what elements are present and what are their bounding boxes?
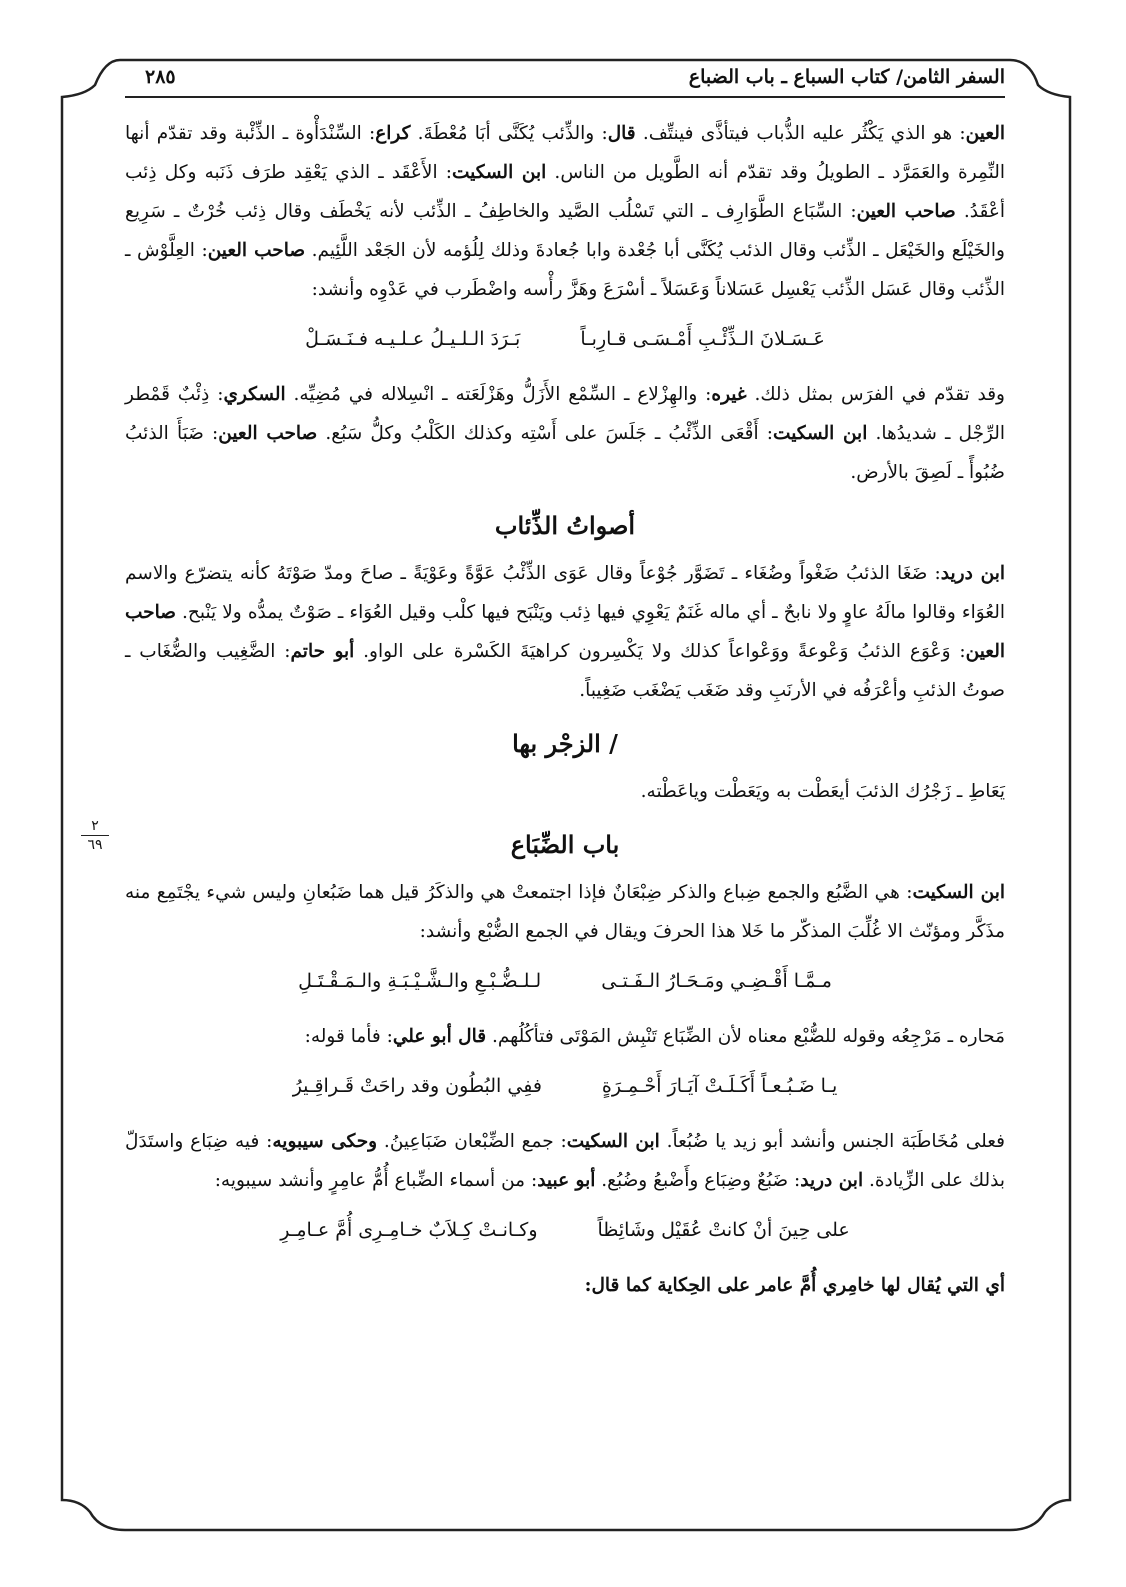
verse-line [125,1210,1005,1250]
paragraph-umm-amir: أي التي يُقال لها خامِري أُمَّ عامر على الحِكاية كما قال: [584,1275,1005,1296]
running-title: السفر الثامن/ كتاب السباع ـ باب الضباع [688,66,1005,88]
source-name: ابن دريد [940,563,1005,584]
paragraph-text: : جمع الضِّبْعان ضَبَاعِينُ. [377,1131,567,1152]
paragraph-hyenas [125,865,1005,951]
page-header [125,60,1005,100]
source-name: صاحب العين [207,240,306,261]
paragraph-hyenas-plural [125,1114,1005,1200]
verse-hemistich-right: مـمَّـا أَقْـضِـي ومَـحَـارُ الـفَـتـى [601,970,832,992]
margin-note-bottom: ٦٩ [87,837,103,853]
paragraph-text: : وَعْوَع الذئبُ وَعْوعةً ووَعْواعاً كذلك ولا يَكْسِرون كراهيَةَ الكَسْرة على الواو. [354,641,966,662]
paragraph-text: : هي الضَّبُع والجمع ضِباع والذكر ضِبْعَانٌ فإذا اجتمعتْ هي والذكَرُ قيل هما ضَبُعانِ وليس شيء يجْتَمِع منه مذَكَّر ومؤنّث الا غُلِّبَ المذكّر ما خَلا هذا الحرفَ ويقال في الجمع الضُّبْع وأنشد: [125,882,1005,942]
paragraph-text: : الأَعْقَد ـ الذي يَعْقِد طرَف ذَنَبه وكل ذِئب أعْقَدُ. [125,162,1005,222]
paragraph-text: : من أسماء الضِّباع أُمُّ عامِرٍ وأنشد سيبويه: [214,1170,538,1191]
paragraph-wolf-terms [125,100,1005,309]
margin-note-top: ٢ [91,818,99,834]
source-name: كراع [375,123,411,144]
paragraph-wolf-terms-continued [125,367,1005,492]
header-rule [125,96,1005,98]
paragraph-text: : السِّنْدَأْوة ـ الذِّئْبة وقد تقدّم أنها النِّمِرة والعَمَرَّد ـ الطويلُ وقد تقدّم أنه الطَّويل من الناس. [125,123,1005,183]
paragraph-text: فعلى مُخَاطَبَة الجنس وأنشد أبو زيد يا ضُبُعاً. [659,1131,1006,1152]
verse-line [125,961,1005,1001]
verse-line [125,319,1005,359]
source-name: ابن السكيت [773,423,868,444]
section-heading-driving-off: / الزجْر بها [512,729,618,758]
source-name: ابن السكيت [451,162,547,183]
verse-hemistich-left: بَـرَدَ الـلـيـلُ عـلـيـه فـنَـسَـلْ [305,328,521,350]
source-name: قال أبو علي [392,1026,487,1047]
verse-hemistich-right: يـا ضَـبُـعـاً أَكَـلَـتْ آيَـارَ أَحْـمِـرَةٍ [601,1075,838,1097]
source-name: السكري [223,384,286,405]
source-name: قال [607,123,636,144]
paragraph-hyenas-meaning [125,1009,1005,1056]
section-heading-wolf-sounds: أصواتُ الذِّئاب [494,511,636,540]
verse-hemistich-right: على حِينَ أنْ كانتْ عُقَيْل وشَائِظاً [597,1219,850,1241]
verse-hemistich-left: وكـانـتْ كِـلاَبٌ خـامِـرِى أُمَّ عـامِـرِ [280,1219,538,1241]
verse-line [125,1066,1005,1106]
source-name: وحكى سيبويه [272,1131,378,1152]
source-name: ابن دريد [800,1170,864,1191]
source-name: أبو عبيد [537,1170,596,1191]
source-name: غيره [711,384,747,405]
section-heading-hyenas: باب الضِّبَاع [510,830,620,859]
verse-hemistich-left: ففِي البُطُون وقد راحَتْ قَـراقِـيرُ [292,1075,542,1097]
paragraph-text: وقد تقدّم في الفرَس بمثل ذلك. [746,384,1005,405]
verse-hemistich-right: عَـسَـلانَ الـذِّئْـبِ أَمْـسَـى قـارِبـاً [580,328,825,350]
paragraph-text: : العِلَّوْش ـ الذِّئب وقال عَسَل الذِّئب يَعْسِل عَسَلاناً وَعَسَلاً ـ أسْرَعَ وهَزَّ رأْسه واضْطَرب في عَدْوِه وأنشد: [125,240,1005,300]
paragraph-text: : والذِّئب يُكَنَّى أبَا مُعْطَةَ. [410,123,608,144]
paragraph-text: : والهِزْلاع ـ السِّمْع الأَزَلُّ وهَزْلَعَته ـ انْسِلاله في مُضِيِّه. [285,384,712,405]
paragraph-text: : فيه ضِبَاع واستَدَلّ بذلك على الزِّيادة. [125,1131,1005,1191]
source-name: أبو حاتم [290,641,355,662]
paragraph-text: : الضَّغِيب والضُّغَاب ـ صوتُ الذئبِ وأعْرَفُه في الأرنَبِ وقد ضَغَب يَضْغَب ضَغِيباً. [125,641,1005,701]
page-number: ٢٨٥ [145,66,176,88]
margin-note-divider [81,835,109,836]
source-name: العين [965,123,1005,144]
source-name: صاحب العين [856,201,956,222]
source-name: ابن السكيت [912,882,1005,903]
page-content [125,60,1005,1305]
paragraph-wolf-sounds [125,546,1005,710]
paragraph-text: : أَقْعَى الذِّئْبُ ـ جَلَسَ على أَسْتِه وكذلك الكَلْبُ وكلُّ سَبُع. [317,423,774,444]
paragraph-text: : ضَبُعٌ وضِبَاع وأَضْبعُ وضُبُع. [595,1170,801,1191]
source-name: صاحب العين [218,423,318,444]
paragraph-text: : فأما قوله: [304,1026,393,1047]
source-name: ابن السكيت [566,1131,660,1152]
source-name: صاحب العين [125,602,1005,662]
paragraph-driving-off: يَعَاطِ ـ زَجْرُك الذئبَ أيعَطْت به ويَعَطْت وياعَطْته. [640,781,1005,802]
paragraph-text: : ضَغَا الذئبُ ضَغْواً وضُغَاء ـ تَضَوَّر جُوْعاً وقال عَوَى الذِّئْبُ عَوَّةً وعَوْيَةً ـ صاحَ ومدّ صَوْتَهُ كأنه يتضرّع والاسم العُوَاء وقالوا مالَهُ عاوٍ ولا نابحٌ ـ أي ماله غَنَمٌ يَعْوِي فيها ذِئب ويَنْبَح فيها كلْب وقيل العُوَاء ـ صَوْتٌ يمدُّه ولا يَنْبح. [125,563,1005,623]
margin-folio-note [75,818,115,853]
paragraph-text: : هو الذي يَكْثُر عليه الذُّباب فيتأذَّى فينتِّف. [635,123,966,144]
paragraph-text: : السِّبَاع الطَّوَارِف ـ التي تَسْلُب الصَّيد والخاطِفُ ـ الذِّئب لأنه يَخْطَف وقال ذِئب خُرْتٌ ـ سَرِيع والخَيْلَع والخَيْعَل ـ الذِّئب وقال الذئب يُكَنَّى أبا جُعْدة وابا جُعادةَ وذلك لِلُؤمه لأن الجَعْد اللَّئِيم. [125,201,1005,261]
paragraph-text: : ضَبَأَ الذئبُ ضُبُوأً ـ لَصِقَ بالأرض. [125,423,1005,483]
paragraph-text: : ذِئْبٌ قَمْطر الرِّجْل ـ شديدُها. [125,384,1005,444]
verse-hemistich-left: لـلـضُّـبْـعِ والـشَّـيْـبَـةِ والـمَـقْـتَـلِ [298,970,542,992]
paragraph-text: مَحاره ـ مَرْجِعُه وقوله للضُّبْع معناه لأن الضِّبَاع تَنْبِش المَوْتَى فتأكُلُهم. [486,1026,1005,1047]
